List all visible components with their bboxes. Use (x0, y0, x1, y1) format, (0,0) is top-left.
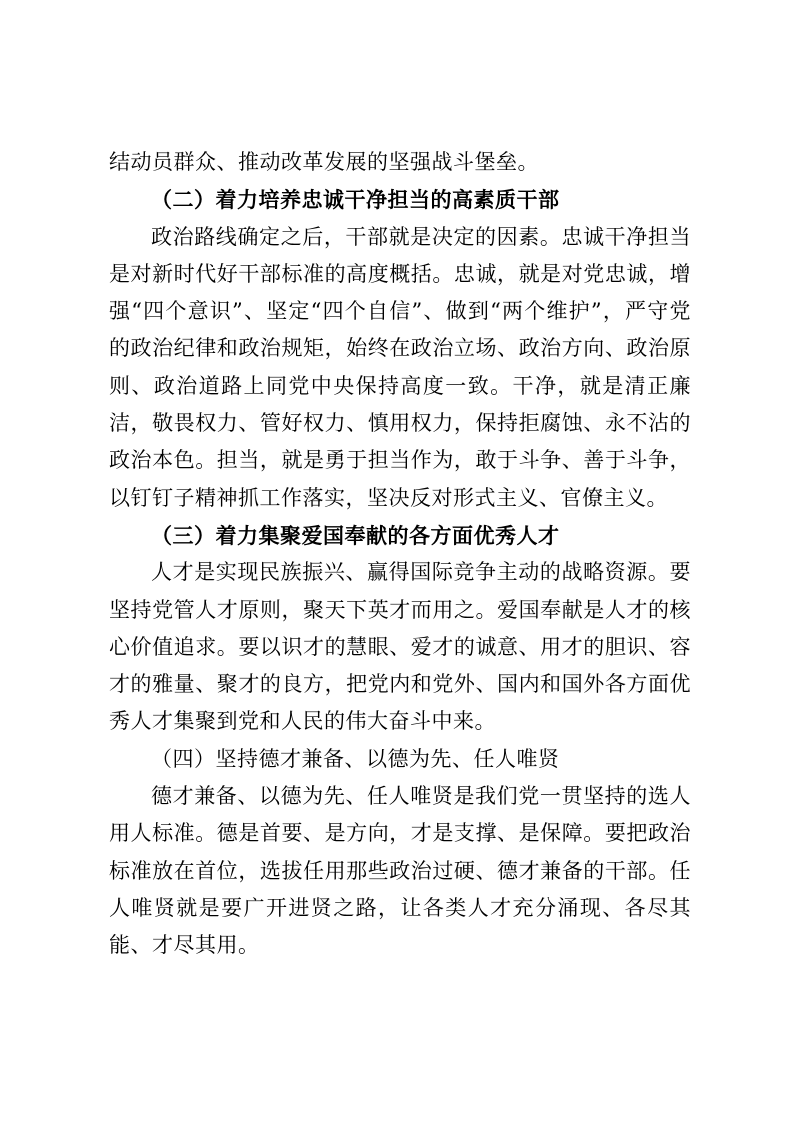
section-heading-4: （四）坚持德才兼备、以德为先、任人唯贤 (151, 746, 560, 771)
body-paragraph: 德才兼备、以德为先、任人唯贤是我们党一贯坚持的选人用人标准。德是首要、是方向，才是支撑、是保障。要把政治标准放在首位，选拔任用那些政治过硬、德才兼备的干部。任人唯贤就是要广开进贤之路，让各类人才充分涌现、各尽其能、才尽其用。 (109, 784, 691, 958)
body-paragraph: 人才是实现民族振兴、赢得国际竞争主动的战略资源。要坚持党管人才原则，聚天下英才而用之。爱国奉献是人才的核心价值追求。要以识才的慧眼、爱才的诚意、用才的胆识、容才的雅量、聚才的良方，把党内和党外、国内和国外各方面优秀人才集聚到党和人民的伟大奋斗中来。 (109, 560, 691, 734)
body-paragraph-continued: 结动员群众、推动改革发展的坚强战斗堡垒。 (109, 150, 539, 174)
document-body (109, 144, 691, 965)
section-heading-2: （二）着力培养忠诚干净担当的高素质干部 (151, 187, 560, 213)
section-heading-3: （三）着力集聚爱国奉献的各方面优秀人才 (151, 522, 560, 548)
body-paragraph: 政治路线确定之后，干部就是决定的因素。忠诚干净担当是对新时代好干部标准的高度概括。忠诚，就是对党忠诚，增强“四个意识”、坚定“四个自信”、做到“两个维护”，严守党的政治纪律和政治规矩，始终在政治立场、政治方向、政治原则、政治道路上同党中央保持高度一致。干净，就是清正廉洁，敬畏权力、管好权力、慎用权力，保持拒腐蚀、永不沾的政治本色。担当，就是勇于担当作为，敢于斗争、善于斗争，以钉钉子精神抓工作落实，坚决反对形式主义、官僚主义。 (109, 224, 691, 510)
